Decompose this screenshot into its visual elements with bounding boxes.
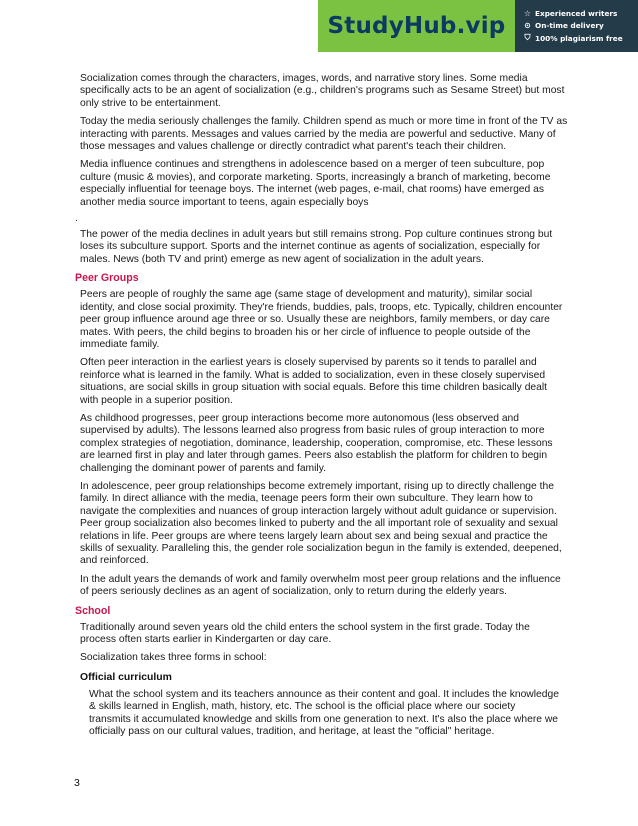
- page-number: 3: [74, 777, 80, 789]
- paragraph-media-challenges-family: Today the media seriously challenges the family. Children spend as much or more time in front of the TV as interacting with parents. Messages and values carried by the media are powerful and seductive. Many of those messages and values challenge or directly contradict what parent's teach their children.: [80, 116, 568, 153]
- paragraph-peers-definition: Peers are people of roughly the same age (same stage of development and maturity), similar social identity, and close social proximity. They're friends, buddies, pals, troops, etc. Typically, children encounter peer group influence around age three or so. Usually these are neighbors, family members, or day care mates. With peers, the child begins to broaden his or her circle of influence to people outside of the immediate family.: [80, 289, 563, 350]
- paragraph-peers-adult-years: In the adult years the demands of work and family overwhelm most peer group relations and the influence of peers seriously declines as an agent of socialization, only to return during the elderly years.: [80, 573, 561, 598]
- paragraph-peers-childhood: As childhood progresses, peer group interactions become more autonomous (less observed and supervised by adults). The lessons learned also progress from basic rules of group interaction to more complex strategies of negotiation, dominance, leadership, cooperation, compromise, etc. These lessons are learned first in play and later through games. Peers also establish the platform for children to begin challenging the dominant power of parents and family.: [80, 412, 553, 474]
- feature-experienced-writers: [523, 9, 638, 18]
- studyhub-banner[interactable]: [318, 0, 638, 52]
- clock-icon: ⊙: [524, 21, 531, 30]
- feature-label: 100% plagiarism free: [535, 33, 623, 43]
- feature-plagiarism-free: [523, 33, 638, 43]
- feature-label: On-time delivery: [535, 21, 604, 30]
- studyhub-logo[interactable]: [318, 0, 515, 52]
- heading-peer-groups: Peer Groups: [75, 272, 139, 285]
- paragraph-school-three-forms: Socialization takes three forms in school:: [80, 652, 267, 664]
- paragraph-peers-early-years: Often peer interaction in the earliest years is closely supervised by parents so it tends to parallel and reinforce what is learned in the family. What is added to socialization, even in these closely supervised situations, are social skills in group situation with social equals. Before this time children basically dealt with people in a superior position.: [80, 357, 548, 406]
- paragraph-media-socialization: Socialization comes through the characters, images, words, and narrative story lines. Some media specifically acts to be an agent of socialization (e.g., children's programs such as Sesame Street) but most only strive to be entertainment.: [80, 73, 565, 109]
- banner-features: [515, 0, 638, 52]
- stray-dot: .: [75, 213, 78, 225]
- document-body: [0, 73, 638, 744]
- star-icon: ☆: [523, 9, 532, 18]
- shield-icon: ⛉: [524, 33, 531, 42]
- feature-label: Experienced writers: [535, 9, 618, 18]
- logo-text: StudyHub.vip: [327, 13, 506, 39]
- paragraph-school-entry: Traditionally around seven years old the child enters the school system in the first grade. Today the process often starts earlier in Kindergarten or day care.: [80, 621, 530, 646]
- paragraph-media-adolescence: Media influence continues and strengthens in adolescence based on a merger of teen subculture, pop culture (music & movies), and corporate marketing. Sports, increasingly a branch of marketing, become especially influential for teenage boys. The internet (web pages, e-mail, chat rooms) have emerged as another media source important to teens, again especially boys: [80, 159, 551, 208]
- heading-official-curriculum: Official curriculum: [80, 671, 172, 683]
- paragraph-official-curriculum: What the school system and its teachers announce as their content and goal. It includes the knowledge & skills learned in English, math, history, etc. The school is the official place where our society transmits it accumulated knowledge and skills from one generation to next. It's also the place where we officially pass on our cultural values, tradition, and heritage, at least the "official" heritage.: [89, 688, 559, 738]
- feature-on-time-delivery: [523, 21, 638, 30]
- paragraph-peers-adolescence: In adolescence, peer group relationships become extremely important, rising up to directly challenge the family. In direct alliance with the media, teenage peers form their own subculture. They learn how to navigate the complexities and nuances of group interaction largely without adult guidance or supervision. Peer group socialization also becomes linked to puberty and the all important role of sexuality and sexual relations in life. Peer groups are where teens largely learn about sex and being sexual and practice the skills of sexuality. Paralleling this, the gender role socialization begun in the family is extended, deepened, and reinforced.: [80, 480, 562, 567]
- heading-school: School: [75, 604, 111, 617]
- paragraph-media-adult-years: The power of the media declines in adult years but still remains strong. Pop culture continues strong but loses its subculture support. Sports and the internet continue as agents of socialization, especially for males. News (both TV and print) emerge as new agent of socialization in the adult years.: [80, 229, 553, 265]
